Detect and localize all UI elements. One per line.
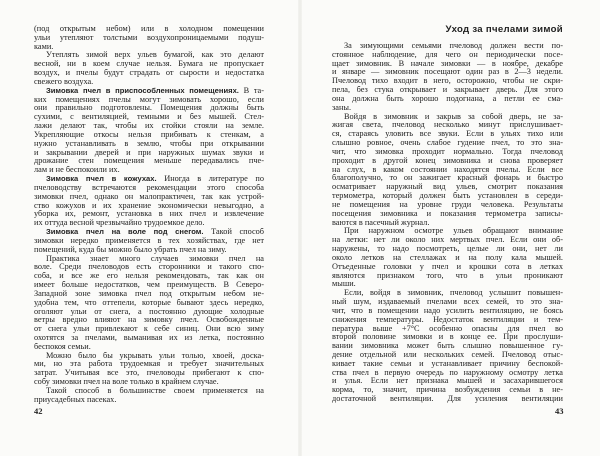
line-text: слышно ровное, очень слабое гудение пчел, то это зна- (332, 139, 563, 148)
text-line (34, 316, 264, 325)
line-text: За зимующими семьями пчеловод должен вести по- (344, 42, 563, 50)
text-line (332, 369, 563, 378)
line-text: дрожание стен помещения меньше передавались пче- (34, 157, 264, 166)
text-line (332, 342, 563, 351)
text-line (332, 236, 563, 245)
line-text: пература выше +7°С особенно опасны для пчел во (332, 324, 563, 333)
text-line (34, 51, 264, 60)
text-line (332, 395, 563, 404)
line-text: охотятся за пчелами, выманивая их из летка, постоянно (34, 333, 264, 342)
text-line (332, 351, 563, 360)
line-text: посещения зимовника и показания термометра записы- (332, 209, 563, 218)
line-text: заны. (332, 103, 352, 112)
line-text: ный шум, издаваемый пчелами всех семей, то это зна- (332, 298, 563, 307)
text-line (34, 378, 264, 387)
line-text: имеет больше недостатков, чем преимуществ. В Северо- (34, 281, 264, 290)
text-line (332, 113, 563, 122)
text-line (34, 78, 264, 87)
line-text: проходит в другой конец зимовника и снова проверяет (332, 156, 563, 165)
line-text: достаточной вентиляции. Для усиления вентиляции (332, 395, 563, 404)
text-line (34, 228, 264, 237)
text-line (332, 166, 563, 175)
run-in-subheading: Зимовка пчел на воле под снегом. (46, 228, 204, 237)
line-text: мыши. (332, 280, 356, 289)
text-line (332, 86, 563, 95)
text-line (34, 299, 264, 308)
line-text: зимовки пчел, однако он малопрактичен, так как устрой- (34, 192, 264, 201)
line-text: Войдя в зимовник и закрыв за собой дверь, не за- (344, 112, 563, 121)
text-line (332, 77, 563, 86)
text-line (34, 281, 264, 290)
text-line (332, 316, 563, 325)
line-text: сухими, с вентиляцией, темными и без мышей. Стел- (34, 113, 264, 122)
line-text: кивает такие семьи и устанавливает причину беспокой- (332, 359, 563, 368)
text-line (34, 175, 264, 184)
text-line (332, 325, 563, 334)
line-text: Можно было бы укрывать ульи толью, хвоей, доска- (46, 351, 264, 360)
text-line (332, 272, 563, 281)
text-line (332, 360, 563, 369)
text-line (34, 396, 264, 405)
text-line (332, 139, 563, 148)
line-text: на летки: нет ли около них мертвых пчел. Если они об- (332, 236, 563, 245)
text-line (34, 352, 264, 361)
text-line (34, 122, 264, 131)
text-line (332, 60, 563, 69)
line-text: ся, стараясь уловить все звуки. Если в ульях тихо или (332, 130, 563, 139)
line-text: осматривает наружный вид ульев, смотрит показания (332, 183, 563, 192)
line-text: Пчеловод тихо входит в него, осторожно, чтобы не скри- (332, 77, 563, 86)
text-line (332, 210, 563, 219)
line-text: уборка их, ремонт, установка в них пчел и извлечение (34, 210, 264, 219)
line-text: около летков на стеллажах и на полу кала мышей. (332, 253, 563, 262)
run-in-subheading: Зимовка пчел в приспособленных помещениях. (46, 86, 239, 95)
text-line (332, 157, 563, 166)
line-text: корма, то, значит, причина возбуждения семьи в не- (332, 386, 563, 395)
line-text: второй половине зимовки и в конце ее. При прослуши- (332, 333, 563, 342)
line-text: и улья. Если нет признака мышей и засахарившегося (332, 377, 563, 386)
text-line (34, 263, 264, 272)
text-line (34, 184, 264, 193)
text-line (34, 246, 264, 255)
text-line (34, 157, 264, 166)
line-text: собу зимовки пчел на воле только в крайнем случае. (34, 378, 219, 387)
text-line (332, 130, 563, 139)
text-line (34, 369, 264, 378)
text-line (332, 386, 563, 395)
text-line (332, 192, 563, 201)
text-line (332, 227, 563, 236)
line-text: удобна тем, что оттепели, которые бывают здесь нередко, (34, 298, 264, 307)
line-text: затрат. Учитывая все это, пчеловоды прибегают к спо- (34, 369, 264, 378)
text-line (332, 183, 563, 192)
line-text: ми, но эта работа трудоемкая и требует значительных (34, 360, 264, 369)
line-text: они правильно подготовлены. Помещения должны быть (34, 104, 264, 113)
text-line (34, 308, 264, 317)
line-text: соба, и все же его нельзя рекомендовать, так как он (34, 272, 264, 281)
text-line (34, 131, 264, 140)
line-text: воздух, и пчелы будут страдать от сырости и недостатка (34, 69, 264, 78)
text-line (34, 166, 264, 175)
line-text: чит, что в помещении надо усилить вентиляцию, не боясь (332, 306, 563, 315)
text-line (34, 290, 264, 299)
line-text: ких помещениях пчелы могут зимовать хорошо, если (34, 95, 264, 104)
text-line (34, 210, 264, 219)
line-text: их оттуда весной чрезвычайно трудоемкое дело. (34, 219, 205, 228)
text-line (34, 193, 264, 202)
text-line (34, 325, 264, 334)
line-text: нужно устанавливать в землю, чтобы при открывании (34, 139, 264, 148)
line-text: Укрепляющие откосы нельзя прибивать к стенкам, а (34, 130, 264, 139)
line-text: она должна быть хорошо подогнана, а петли ее сма- (332, 94, 563, 103)
line-text: чит, что зимовка проходит нормально. Тогда пчеловод (332, 147, 563, 156)
text-line (34, 149, 264, 158)
text-line (332, 254, 563, 263)
line-text: жигая света, пчеловод несколько минут прислушивает- (332, 121, 563, 130)
text-line (34, 334, 264, 343)
text-line (332, 298, 563, 307)
page-number: 42 (34, 406, 43, 416)
line-text: и январе — зимовник посещают один раз в 2—3 недели. (332, 68, 563, 77)
text-line (34, 43, 264, 52)
line-text: Отъеденные головки у пчел и крошки сота в летках (332, 262, 563, 271)
text-line (34, 25, 264, 34)
run-in-subheading: Зимовка пчел в кожухах. (46, 175, 157, 184)
line-text: пела, без стука открывает и закрывает дверь. Для этого (332, 86, 563, 95)
line-text: ками. (34, 42, 54, 51)
line-text: щает зимовник. В начале зимовки — в ноябре, декабре (332, 59, 563, 68)
line-text: пчеловодству встречаются рекомендации этого способа (34, 183, 264, 192)
line-text: Западной зоне зимовка пчел под открытым небом не- (34, 289, 264, 298)
text-line (332, 333, 563, 342)
line-text: термометра, который должен быть установлен в середи- (332, 192, 563, 201)
line-text: вании зимовника может быть слышно повышенное гу- (332, 342, 563, 351)
text-line (332, 377, 563, 386)
section-heading: Уход за пчелами зимой (445, 24, 563, 35)
text-line (34, 219, 264, 228)
text-line (34, 387, 264, 396)
text-line (34, 360, 264, 369)
text-line (34, 60, 264, 69)
text-line (34, 343, 264, 352)
line-text: При наружном осмотре ульев обращают внимание (344, 227, 563, 236)
right-page-text (332, 42, 563, 404)
line-text: свежего воздуха. (34, 77, 94, 86)
line-text: Практика знает много случаев зимовки пчел на (46, 254, 264, 263)
line-text: дение отдельной или нескольких семей. Пчеловод отыс- (332, 350, 563, 359)
line-text: снижения температуры. Недостаток вентиляции и тем- (332, 315, 563, 324)
text-line (332, 42, 563, 51)
line-text: ветры вредно влияют на зимовку пчел. Освобожденные (34, 316, 264, 325)
text-line (332, 104, 563, 113)
text-line (34, 87, 264, 96)
text-line (34, 96, 264, 105)
text-line (332, 307, 563, 316)
line-text: наружены, то надо посмотреть, целые ли они, нет ли (332, 245, 563, 254)
text-line (332, 263, 563, 272)
line-text: и закрывании дверей и при наружных шумах звуки и (34, 148, 264, 157)
text-line (332, 245, 563, 254)
line-text: на слух, в каком состоянии находятся пчелы. Если все (332, 165, 563, 174)
text-line (332, 51, 563, 60)
line-text: воле. Среди пчеловодов есть сторонники и такого спо- (34, 263, 264, 272)
line-text: приусадебных пасеках. (34, 395, 117, 404)
text-line (34, 69, 264, 78)
line-text: от снега ульи привлекают к себе синиц. Они всю зиму (34, 325, 264, 334)
text-line (34, 113, 264, 122)
line-text: оголяют ульи от снега, а постоянно дующие холодные (34, 307, 264, 316)
text-line (332, 148, 563, 157)
text-line (34, 34, 264, 43)
text-line (332, 174, 563, 183)
text-line (34, 202, 264, 211)
page-number: 43 (555, 406, 564, 416)
text-line (332, 121, 563, 130)
line-text: являются признаком того, что в ульи проникают (332, 271, 563, 280)
text-line (34, 272, 264, 281)
line-text: Такой способ в большинстве своем применяется на (46, 386, 264, 395)
text-line (332, 95, 563, 104)
line-text: ульи утепляют толстыми воздухопроницаемыми подуш- (34, 33, 264, 42)
line-text: не помещения на уровне груди человека. Результаты (332, 200, 563, 209)
line-text: помещений, куда бы можно было убрать пчел на зиму. (34, 245, 227, 254)
line-text: стоянное наблюдение, для чего он периодически посе- (332, 50, 563, 59)
line-text: благополучно, то он зажигает красный фонарь и быстро (332, 174, 563, 183)
line-text: Такой способ (203, 228, 264, 237)
text-line (34, 104, 264, 113)
text-line (332, 219, 563, 228)
text-line (34, 237, 264, 246)
line-text: ство кожухов и их хранение экономически невыгодно, а (34, 201, 264, 210)
text-line (34, 255, 264, 264)
line-text: Иногда в литературе по (156, 175, 264, 184)
line-text: зимовки нередко применяется в тех хозяйствах, где нет (34, 236, 264, 245)
line-text: ваются в пасечный журнал. (332, 218, 430, 227)
line-text: В та- (238, 86, 264, 95)
text-line (332, 201, 563, 210)
text-line (34, 140, 264, 149)
line-text: лажи делают так, чтобы их стойки стояли на земле. (34, 122, 264, 131)
line-text: лам и не беспокоили их. (34, 166, 120, 175)
line-text: Утеплять зимой верх ульев бумагой, как это делают (46, 51, 264, 60)
line-text: Если, войдя в зимовник, пчеловод услышит повышен- (344, 289, 563, 298)
line-text: беспокоя семьи. (34, 342, 91, 351)
right-page (300, 0, 600, 456)
text-line (332, 68, 563, 77)
text-line (332, 280, 563, 289)
line-text: весной, ни в коем случае нельзя. Бумага не пропускает (34, 60, 264, 69)
line-text: ства пчел в первую очередь по наружному осмотру летка (332, 368, 563, 377)
line-text: (под открытым небом) или в холодном помещении (34, 25, 264, 33)
left-page-text (34, 25, 264, 405)
text-line (332, 289, 563, 298)
